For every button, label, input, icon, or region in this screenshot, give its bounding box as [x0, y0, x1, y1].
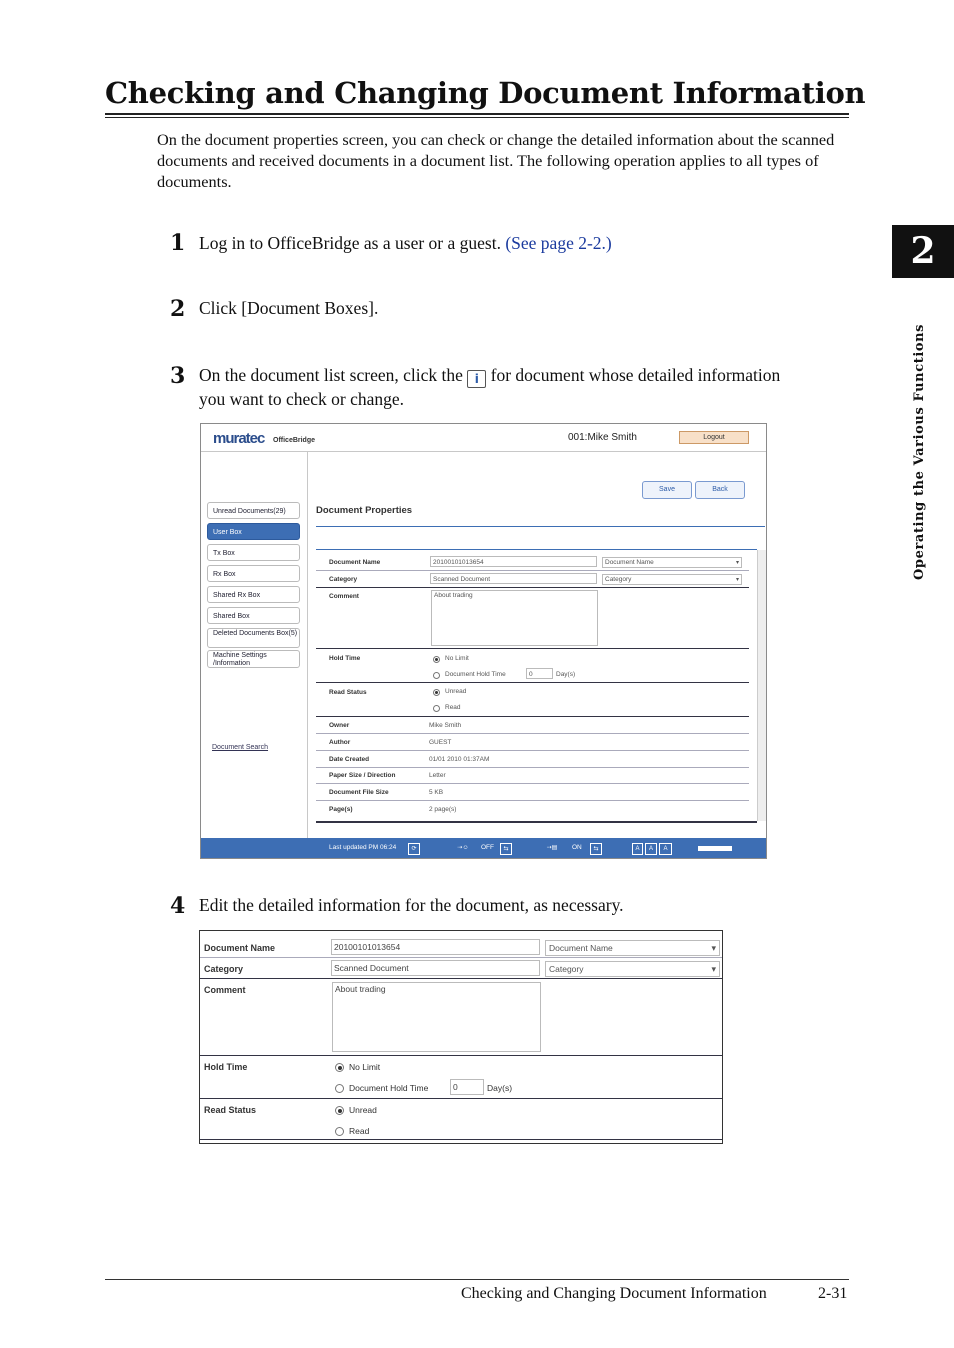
unread-label: Unread: [349, 1105, 377, 1115]
comment-textarea[interactable]: About trading: [431, 590, 598, 646]
row-divider: [316, 587, 749, 588]
row-divider: [316, 682, 749, 683]
step-number: 2: [170, 296, 186, 322]
hold-no-limit-label: No Limit: [349, 1062, 381, 1072]
hold-time-option-label: Document Hold Time: [349, 1083, 429, 1093]
read-label: Read: [349, 1126, 370, 1136]
row-divider: [316, 648, 749, 649]
step-1-text: Log in to OfficeBridge as a user or a guest.: [199, 233, 506, 253]
read-radio[interactable]: [433, 705, 440, 712]
comment-textarea[interactable]: About trading: [332, 982, 541, 1052]
title-rule-thin: [105, 117, 849, 118]
row-divider: [200, 1139, 722, 1140]
unread-label: Unread: [445, 688, 467, 695]
sidebar-item-deleted-box[interactable]: Deleted Documents Box(5): [207, 628, 300, 648]
document-properties-screenshot: [200, 423, 767, 859]
refresh-icon[interactable]: ⟳: [408, 843, 420, 855]
file-size-value: 5 KB: [429, 789, 444, 796]
footer-title: Checking and Changing Document Information: [461, 1285, 767, 1302]
comment-label: Comment: [329, 593, 359, 600]
hold-time-label: Hold Time: [204, 1062, 248, 1072]
step-number: 3: [170, 363, 186, 389]
paper-size-value: Letter: [429, 772, 446, 779]
hold-time-radio[interactable]: [433, 672, 440, 679]
row-divider: [200, 957, 722, 958]
hold-time-option-label: Document Hold Time: [445, 671, 506, 678]
hold-no-limit-label: No Limit: [445, 655, 469, 662]
unread-radio[interactable]: [433, 689, 440, 696]
doc-name-select[interactable]: Document Name ▾: [545, 940, 720, 956]
chapter-tab: 2: [892, 225, 954, 278]
form-top-rule: [316, 549, 757, 550]
form-bottom-rule: [316, 821, 757, 823]
row-divider: [316, 716, 749, 717]
paper-size-label: Paper Size / Direction: [329, 772, 396, 779]
step-2-text: Click [Document Boxes].: [199, 298, 379, 318]
sidebar-item-machine-settings[interactable]: Machine Settings /Information: [207, 650, 300, 668]
row-divider: [200, 1055, 722, 1056]
category-select[interactable]: Category ▾: [602, 574, 742, 585]
pages-label: Page(s): [329, 806, 353, 813]
last-updated: Last updated PM 06:24: [329, 844, 397, 851]
footer-rule: [105, 1279, 849, 1280]
step-text: [199, 232, 612, 255]
hold-no-limit-radio[interactable]: [335, 1063, 344, 1072]
logout-button[interactable]: Logout: [679, 431, 749, 444]
date-created-label: Date Created: [329, 756, 370, 763]
row-divider: [316, 767, 749, 768]
step-3-text-before: On the document list screen, click the: [199, 365, 468, 385]
edit-fields-screenshot: [199, 930, 723, 1144]
save-button[interactable]: Save: [642, 481, 692, 499]
row-divider: [316, 750, 749, 751]
read-label: Read: [445, 704, 461, 711]
category-input[interactable]: Scanned Document: [430, 573, 597, 584]
owner-value: Mike Smith: [429, 722, 462, 729]
app-header: [201, 424, 766, 452]
title-rule: [105, 113, 849, 115]
category-select[interactable]: Category ▾: [545, 961, 720, 977]
doc-name-label: Document Name: [204, 943, 276, 953]
forward-user-icon: ⇢☺: [457, 845, 469, 851]
owner-label: Owner: [329, 722, 350, 729]
category-label: Category: [329, 576, 358, 583]
read-radio[interactable]: [335, 1127, 344, 1136]
forward-on-status: ON: [572, 844, 582, 851]
notify-off-status: OFF: [481, 844, 494, 851]
hold-days-unit: Day(s): [556, 671, 576, 678]
author-value: GUEST: [429, 739, 452, 746]
back-button[interactable]: Back: [695, 481, 745, 499]
status-bar: [201, 838, 766, 858]
date-created-value: 01/01 2010 01:37AM: [429, 756, 490, 763]
row-divider: [316, 733, 749, 734]
doc-name-input[interactable]: 20100101013654: [331, 939, 540, 955]
sidebar-item-rx-box[interactable]: Rx Box: [207, 565, 300, 582]
row-divider: [200, 1098, 722, 1099]
step-number: 4: [170, 893, 186, 919]
sidebar-item-tx-box[interactable]: Tx Box: [207, 544, 300, 561]
doc-name-input[interactable]: 20100101013654: [430, 556, 597, 567]
doc-name-select[interactable]: Document Name ▾: [602, 557, 742, 568]
step-number: 1: [170, 230, 186, 256]
chapter-side-label: Operating the Various Functions: [912, 323, 927, 580]
hold-days-input[interactable]: 0: [450, 1079, 484, 1095]
sidebar-item-shared-rx-box[interactable]: Shared Rx Box: [207, 586, 300, 603]
hold-time-label: Hold Time: [329, 655, 361, 662]
heading-rule: [316, 526, 765, 527]
row-divider: [316, 783, 749, 784]
doc-name-label: Document Name: [329, 559, 381, 566]
category-input[interactable]: Scanned Document: [331, 960, 540, 976]
officebridge-logo: OfficeBridge: [273, 437, 316, 444]
toggle-icon[interactable]: ⇆: [590, 843, 602, 855]
forward-doc-icon: ⇢▤: [546, 845, 558, 851]
sidebar: [201, 452, 308, 838]
comment-label: Comment: [204, 985, 246, 995]
info-icon: i: [467, 370, 486, 388]
sidebar-item-unread[interactable]: Unread Documents(29): [207, 502, 300, 519]
page-title: Checking and Changing Document Information: [105, 76, 866, 110]
hold-days-unit: Day(s): [487, 1083, 513, 1093]
font-small-button[interactable]: A: [632, 843, 643, 855]
row-divider: [316, 570, 749, 571]
category-label: Category: [204, 964, 244, 974]
author-label: Author: [329, 739, 351, 746]
page-number: 2-31: [818, 1285, 848, 1302]
row-divider: [200, 978, 722, 979]
document-properties-heading: Document Properties: [316, 505, 413, 516]
font-medium-button[interactable]: A: [645, 843, 657, 855]
pages-value: 2 page(s): [429, 806, 457, 813]
step-4-text: Edit the detailed information for the document, as necessary.: [199, 895, 624, 915]
unread-radio[interactable]: [335, 1106, 344, 1115]
muratec-logo: muratec: [213, 430, 265, 447]
file-size-label: Document File Size: [329, 789, 389, 796]
step-3-text-after: for document whose detailed information you want to check or change.: [199, 365, 781, 409]
row-divider: [316, 800, 749, 801]
font-large-button[interactable]: A: [659, 843, 672, 855]
read-status-label: Read Status: [329, 689, 367, 696]
sidebar-item-shared-box[interactable]: Shared Box: [207, 607, 300, 624]
toggle-icon[interactable]: ⇆: [500, 843, 512, 855]
step-3-text: [199, 364, 799, 411]
progress-indicator: [698, 846, 732, 851]
sidebar-item-user-box[interactable]: User Box: [207, 523, 300, 540]
read-status-label: Read Status: [204, 1105, 257, 1115]
intro-paragraph: On the document properties screen, you can check or change the detailed information about the scanned documents and received documents in a document list. The following operation applies to all types of documents.: [157, 130, 835, 191]
hold-days-input[interactable]: 0: [526, 668, 553, 679]
see-page-link[interactable]: (See page 2-2.): [505, 233, 612, 253]
form-scrollbar[interactable]: [757, 550, 766, 821]
hold-no-limit-radio[interactable]: [433, 656, 440, 663]
hold-time-radio[interactable]: [335, 1084, 344, 1093]
current-user: 001:Mike Smith: [568, 432, 637, 443]
document-search-link[interactable]: Document Search: [212, 744, 269, 751]
